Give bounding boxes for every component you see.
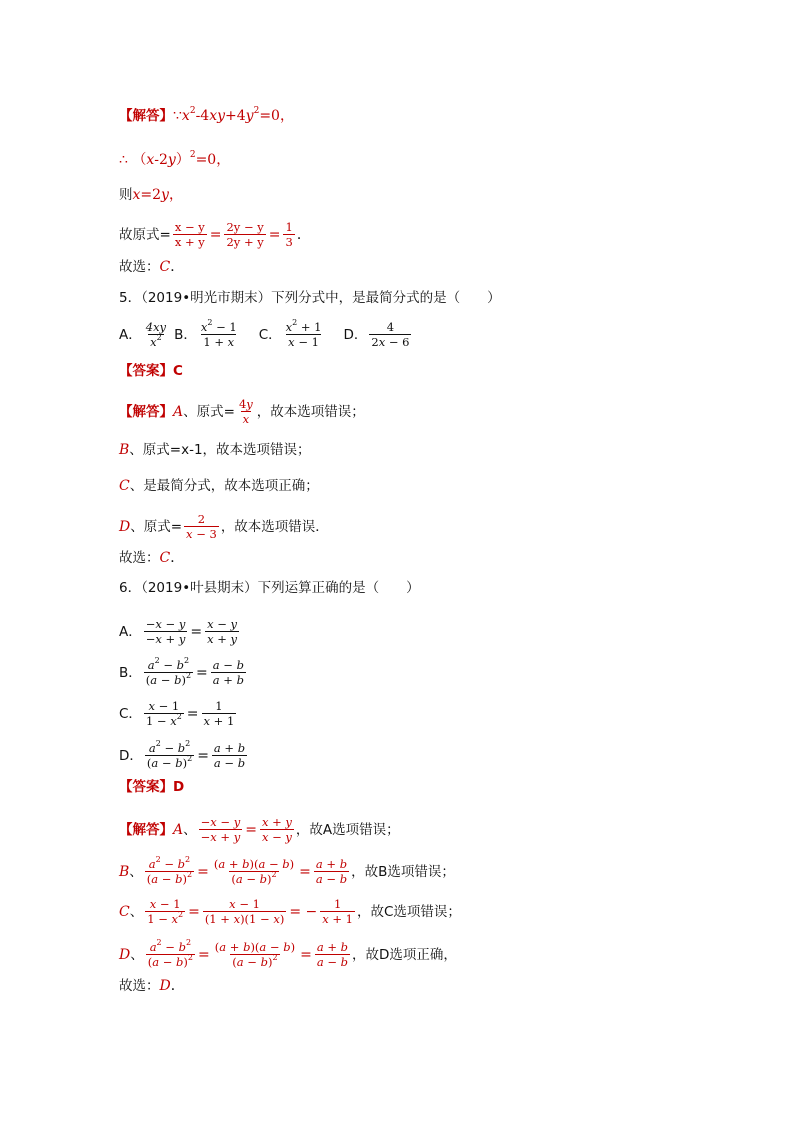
q5-choose-line: 故选： C ． xyxy=(119,550,185,566)
fraction: $\frac{x - 1}{(1 + x)(1 - x)}$ xyxy=(204,897,285,926)
fraction: $\frac{a + b}{a - b}$ xyxy=(316,940,349,969)
option-d-fraction: $\frac{4}{2x - 6}$ xyxy=(371,320,410,349)
q6-option-a: A． $\frac{-x - y}{-x + y}$ = $\frac{x - y}{x + y}$ xyxy=(119,617,238,646)
fraction: $\frac{x + y}{x - y}$ xyxy=(261,815,292,844)
fraction: $\frac{a^2 - b^2}{(a - b)^2}$ xyxy=(145,656,192,687)
q6-option-b: B． $\frac{a^2 - b^2}{(a - b)^2}$ = $\frac{a - b}{a + b}$ xyxy=(119,656,244,687)
fraction: $\frac{x - 1}{1 - x^2}$ xyxy=(145,699,182,728)
choice-value: C xyxy=(159,259,171,275)
given-equation: $x^2-4xy+4y^2=0$， xyxy=(181,106,294,124)
q4-solution-line1 xyxy=(119,106,294,126)
q6-option-d: D． $\frac{a^2 - b^2}{(a - b)^2}$ = $\frac{a + b}{a - b}$ xyxy=(119,739,246,770)
q6-solution-d: D 、 $\frac{a^2 - b^2}{(a - b)^2}$ = $\frac{(a + b)(a - b)}{(a - b)^2}$ = $\frac{a + b}{a - b}$ ，故D选项正确， xyxy=(119,938,457,969)
fraction: $\frac{x - y}{x + y}$ xyxy=(207,617,238,646)
fraction: $\frac{(a + b)(a - b)}{(a - b)^2}$ xyxy=(214,940,296,969)
q6-stem: 6．（2019•叶县期末）下列运算正确的是（ ） xyxy=(119,580,420,596)
because-symbol: ∵ xyxy=(173,108,182,124)
q4-solution-line4: 故原式= $\frac{x - y}{x + y}$ = $\frac{2y - y}{2y + y}$ = $\frac{1}{3}$ ． xyxy=(119,220,311,249)
original-prefix: 故原式= xyxy=(119,226,171,243)
q4-solution-line3 xyxy=(119,185,183,205)
fraction: $\frac{-x - y}{-x + y}$ xyxy=(200,815,241,844)
fraction: $\frac{a + b}{a - b}$ xyxy=(315,857,348,886)
therefore-symbol: ∴ xyxy=(119,152,128,168)
q5-solution-d: D 、原式= $\frac{2}{x - 3}$ ，故本选项错误． xyxy=(119,512,329,541)
then-equation: x=2y， xyxy=(132,187,183,203)
fraction: $\frac{(a + b)(a - b)}{(a - b)^2}$ xyxy=(213,857,295,886)
option-a-fraction: $\frac{4xy}{x^2}$ xyxy=(145,320,167,349)
answer-value: C xyxy=(173,363,183,379)
fraction: $\frac{1}{x + 1}$ xyxy=(203,699,235,728)
q5-stem: 5．（2019•明光市期末）下列分式中，是最简分式的是（ ） xyxy=(119,290,501,306)
fraction: $\frac{x - y}{x + y}$ xyxy=(174,220,205,249)
fraction: $\frac{-x - y}{-x + y}$ xyxy=(145,617,186,646)
q6-choose-line: 故选： D ． xyxy=(119,978,185,994)
fraction: $\frac{a + b}{a - b}$ xyxy=(213,741,246,770)
option-c-fraction: $\frac{x^2 + 1}{x - 1}$ xyxy=(285,318,322,349)
then-word: 则 xyxy=(119,187,133,203)
q5-options: A． $\frac{4xy}{x^2}$ B． $\frac{x^2 - 1}{1 + x}$ C． $\frac{x^2 + 1}{x - 1}$ D． $\frac{4}{2x - 6}$ xyxy=(119,318,410,349)
fraction: $\frac{a^2 - b^2}{(a - b)^2}$ xyxy=(146,855,193,886)
fraction: $\frac{1}{3}$ xyxy=(285,220,293,249)
q6-solution-a: 【解答】 A 、 $\frac{-x - y}{-x + y}$ = $\frac{x + y}{x - y}$ ，故A选项错误； xyxy=(119,815,400,844)
fraction: $\frac{4y}{x}$ xyxy=(238,397,253,426)
fraction: $\frac{x - 1}{1 - x^2}$ xyxy=(147,897,184,926)
square-step: $(x-2y)^2=0$， xyxy=(127,150,231,168)
q4-solution-line2 xyxy=(119,150,230,170)
answer-value: D xyxy=(173,779,185,795)
q5-solution-b: B 、原式=x-1，故本选项错误； xyxy=(119,442,311,458)
q5-answer-line: 【答案】 C xyxy=(119,363,183,379)
fraction: $\frac{1}{x + 1}$ xyxy=(322,897,353,926)
q6-option-c: C． $\frac{x - 1}{1 - x^2}$ = $\frac{1}{x + 1}$ xyxy=(119,699,235,728)
fraction: $\frac{a - b}{a + b}$ xyxy=(212,658,244,687)
q5-solution-c: C 、是最简分式，故本选项正确； xyxy=(119,478,319,494)
q6-solution-b: B 、 $\frac{a^2 - b^2}{(a - b)^2}$ = $\frac{(a + b)(a - b)}{(a - b)^2}$ = $\frac{a + b}{a - b}$ ，故B选项错误； xyxy=(119,855,455,886)
fraction: $\frac{2y - y}{2y + y}$ xyxy=(226,220,264,249)
option-b-fraction: $\frac{x^2 - 1}{1 + x}$ xyxy=(200,318,237,349)
fraction: $\frac{a^2 - b^2}{(a - b)^2}$ xyxy=(147,938,194,969)
fraction: $\frac{a^2 - b^2}{(a - b)^2}$ xyxy=(146,739,193,770)
fraction: $\frac{2}{x - 3}$ xyxy=(186,512,217,541)
q6-answer-line: 【答案】 D xyxy=(119,779,185,795)
answer-tag: 【解答】 xyxy=(119,108,173,124)
q5-solution-a: 【解答】 A 、原式= $\frac{4y}{x}$ ，故本选项错误； xyxy=(119,397,365,426)
q4-choose-line: 故选： C ． xyxy=(119,259,185,275)
q6-solution-c: C 、 $\frac{x - 1}{1 - x^2}$ = $\frac{x - 1}{(1 + x)(1 - x)}$ = − $\frac{1}{x + 1}$ ，故C选项错误； xyxy=(119,897,461,926)
